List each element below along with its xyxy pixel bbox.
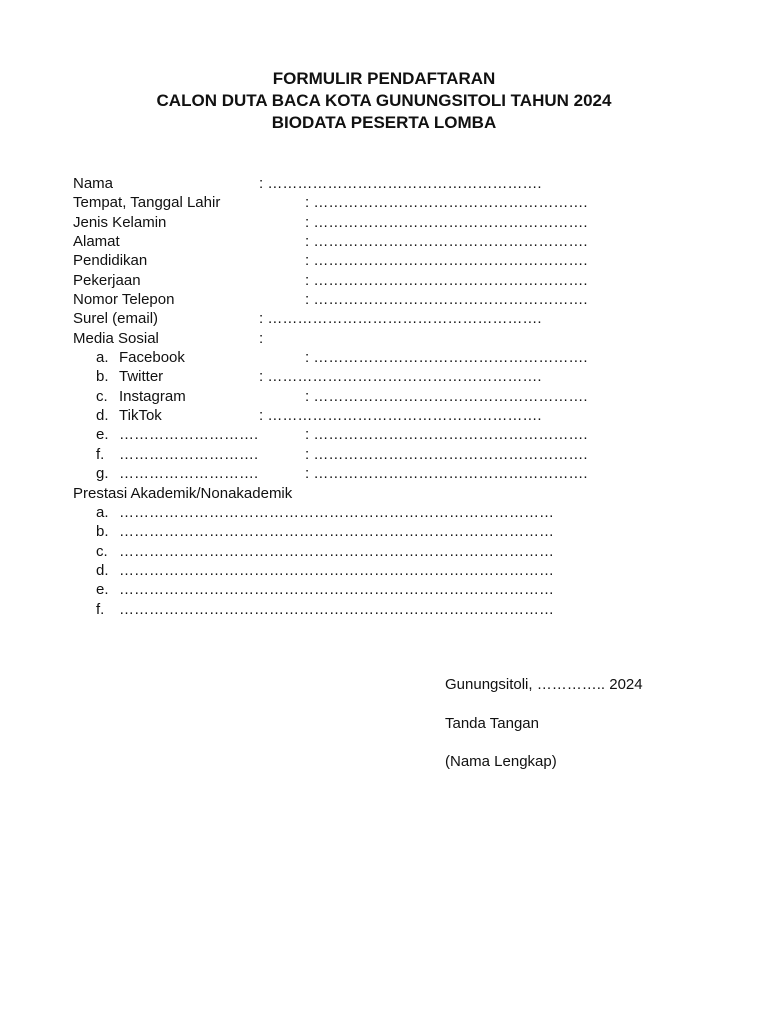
prestasi-item xyxy=(73,522,713,541)
field-blank: : ………………………………………………. xyxy=(259,368,542,386)
social-label-blank: ………………………. xyxy=(119,426,259,444)
list-marker: c. xyxy=(96,387,108,405)
prestasi-blank: …………………………………………………………………………… xyxy=(119,600,554,618)
prestasi-item xyxy=(73,561,713,580)
biodata-form xyxy=(73,174,713,619)
field-blank: : ………………………………………………. xyxy=(259,175,542,192)
list-marker: f. xyxy=(96,445,105,463)
field-blank: : ………………………………………………. xyxy=(305,291,588,309)
social-label-blank: ………………………. xyxy=(119,445,259,463)
list-marker: g. xyxy=(96,465,109,483)
social-row-twitter xyxy=(73,367,713,386)
field-label: Tempat, Tanggal Lahir xyxy=(73,194,221,212)
prestasi-blank: …………………………………………………………………………… xyxy=(119,581,554,599)
prestasi-blank: …………………………………………………………………………… xyxy=(119,523,554,541)
prestasi-item xyxy=(73,503,713,522)
field-row-pekerjaan xyxy=(73,271,713,290)
social-row-other-g xyxy=(73,464,713,483)
social-label: Instagram xyxy=(119,387,186,405)
field-label: Media Sosial xyxy=(73,329,159,347)
field-row-alamat xyxy=(73,232,713,251)
list-marker: f. xyxy=(96,600,105,618)
field-blank: : ………………………………………………. xyxy=(305,213,588,231)
prestasi-heading-row xyxy=(73,484,713,503)
prestasi-blank: …………………………………………………………………………… xyxy=(119,561,554,579)
social-label: Twitter xyxy=(119,368,164,386)
list-marker: b. xyxy=(96,523,109,541)
field-row-pendidikan xyxy=(73,251,713,270)
form-section-title: BIODATA PESERTA LOMBA xyxy=(271,113,497,132)
field-row-surel xyxy=(73,309,713,328)
field-label: Pendidikan xyxy=(73,252,148,270)
field-blank: : ………………………………………………. xyxy=(305,252,588,270)
field-blank: : ………………………………………………. xyxy=(305,426,588,444)
field-blank: : ………………………………………………. xyxy=(305,233,588,251)
field-blank: : ………………………………………………. xyxy=(305,465,588,483)
list-marker: e. xyxy=(96,581,109,599)
field-row-nomor-telepon xyxy=(73,290,713,309)
field-blank: : ………………………………………………. xyxy=(305,271,588,289)
field-label: Nama xyxy=(73,175,114,192)
social-row-other-e xyxy=(73,425,713,444)
list-marker: b. xyxy=(96,368,109,386)
field-label: Pekerjaan xyxy=(73,271,141,289)
social-label: Facebook xyxy=(119,349,185,367)
social-row-instagram xyxy=(73,387,713,406)
place-date: Gunungsitoli, ………….. 2024 xyxy=(445,676,643,693)
full-name-label: (Nama Lengkap) xyxy=(445,753,557,770)
field-blank: : ………………………………………………. xyxy=(305,387,588,405)
social-label-blank: ………………………. xyxy=(119,465,259,483)
list-marker: a. xyxy=(96,349,109,367)
field-row-media-sosial xyxy=(73,329,713,348)
field-blank: : ………………………………………………. xyxy=(259,407,542,425)
prestasi-blank: …………………………………………………………………………… xyxy=(119,503,554,521)
list-marker: c. xyxy=(96,542,108,560)
prestasi-item xyxy=(73,542,713,561)
form-title-block xyxy=(0,68,768,134)
field-row-nama xyxy=(73,174,713,193)
prestasi-item xyxy=(73,600,713,619)
social-row-tiktok xyxy=(73,406,713,425)
field-label: Alamat xyxy=(73,233,120,251)
field-blank: : ………………………………………………. xyxy=(259,310,542,328)
field-row-tempat-tanggal-lahir xyxy=(73,193,713,212)
form-subtitle: CALON DUTA BACA KOTA GUNUNGSITOLI TAHUN 2024 xyxy=(156,91,612,110)
signature-block xyxy=(445,675,643,791)
social-row-other-f xyxy=(73,445,713,464)
social-label: TikTok xyxy=(119,407,162,425)
prestasi-heading: Prestasi Akademik/Nonakademik xyxy=(73,484,293,502)
list-marker: d. xyxy=(96,561,109,579)
form-title: FORMULIR PENDAFTARAN xyxy=(272,69,496,88)
field-blank: : ………………………………………………. xyxy=(305,194,588,212)
field-blank: : ………………………………………………. xyxy=(305,445,588,463)
signature-label: Tanda Tangan xyxy=(445,714,539,732)
field-label: Surel (email) xyxy=(73,310,159,328)
field-blank: : ………………………………………………. xyxy=(305,349,588,367)
list-marker: a. xyxy=(96,503,109,521)
prestasi-blank: …………………………………………………………………………… xyxy=(119,542,554,560)
list-marker: e. xyxy=(96,426,109,444)
social-row-facebook xyxy=(73,348,713,367)
field-colon: : xyxy=(259,329,264,347)
list-marker: d. xyxy=(96,407,109,425)
prestasi-item xyxy=(73,580,713,599)
field-label: Nomor Telepon xyxy=(73,291,175,309)
field-label: Jenis Kelamin xyxy=(73,213,167,231)
field-row-jenis-kelamin xyxy=(73,213,713,232)
